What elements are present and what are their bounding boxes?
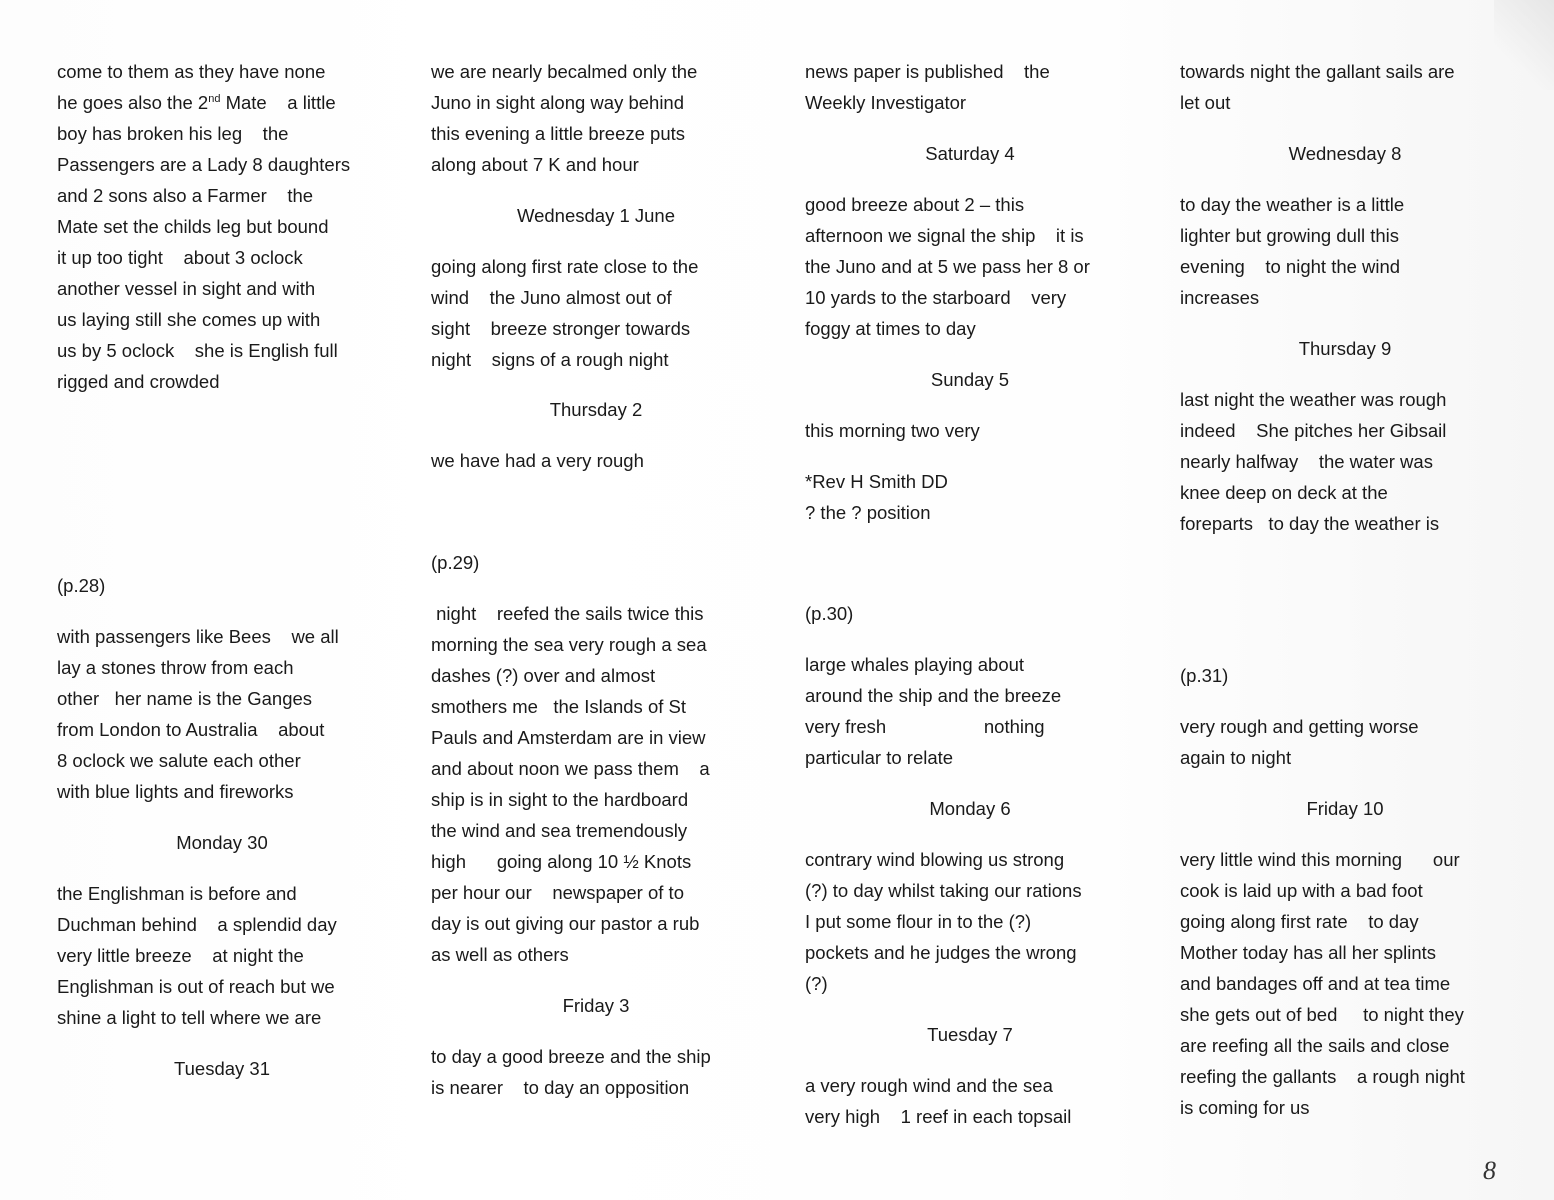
spacer [431, 425, 761, 445]
date-heading: Thursday 2 [549, 399, 643, 420]
text-line: lay a stones throw from each [57, 657, 294, 678]
spacer [431, 1021, 761, 1041]
spacer [431, 476, 761, 547]
spacer [57, 1033, 387, 1053]
text-line: as well as others [431, 944, 569, 965]
text-line: it up too tight about 3 oclock [57, 247, 303, 268]
text-fragment: Mate a little [220, 92, 336, 113]
footnote: ? the ? position [805, 502, 931, 523]
text-line: foreparts to day the weather is [1180, 513, 1440, 534]
text-line: evening to night the wind [1180, 256, 1401, 277]
text-line: ship is in sight to the hardboard [431, 789, 689, 810]
text-line: the Juno and at 5 we pass her 8 or [805, 256, 1090, 277]
text-line: pockets and he judges the wrong [805, 942, 1077, 963]
spacer [1180, 364, 1510, 384]
text-line: she gets out of bed to night they [1180, 1004, 1464, 1025]
text-line: let out [1180, 92, 1231, 113]
text-line: cook is laid up with a bad foot [1180, 880, 1423, 901]
spacer [1180, 824, 1510, 844]
spacer [805, 773, 1135, 793]
spacer [805, 169, 1135, 189]
text-line: this evening a little breeze puts [431, 123, 686, 144]
text-line: shine a light to tell where we are [57, 1007, 322, 1028]
text-line: day is out giving our pastor a rub [431, 913, 700, 934]
text-line: and bandages off and at tea time [1180, 973, 1451, 994]
text-line: and 2 sons also a Farmer the [57, 185, 314, 206]
text-line: along about 7 K and hour [431, 154, 639, 175]
spacer [805, 1050, 1135, 1070]
text-line: very high 1 reef in each topsail [805, 1106, 1072, 1127]
text-line: with passengers like Bees we all [57, 626, 339, 647]
text-line: we have had a very rough [431, 450, 644, 471]
date-heading: Saturday 4 [925, 143, 1015, 164]
spacer [431, 578, 761, 598]
column-3 [805, 56, 1135, 1132]
spacer [431, 231, 761, 251]
spacer [805, 118, 1135, 138]
text-line: Passengers are a Lady 8 daughters [57, 154, 351, 175]
text-line: again to night [1180, 747, 1292, 768]
date-heading: Monday 6 [929, 798, 1011, 819]
spacer [1180, 313, 1510, 333]
date-heading: Sunday 5 [930, 369, 1010, 390]
text-line: large whales playing about [805, 654, 1025, 675]
text-line: the wind and sea tremendously [431, 820, 688, 841]
text-line: Juno in sight along way behind [431, 92, 685, 113]
text-line: very fresh nothing [805, 716, 1045, 737]
text-line: lighter but growing dull this [1180, 225, 1400, 246]
text-line: towards night the gallant sails are [1180, 61, 1455, 82]
text-line: Weekly Investigator [805, 92, 967, 113]
column-2 [431, 56, 761, 1103]
text-line: very rough and getting worse [1180, 716, 1419, 737]
text-line: Duchman behind a splendid day [57, 914, 337, 935]
spacer [431, 180, 761, 200]
text-line: Pauls and Amsterdam are in view [431, 727, 706, 748]
spacer [805, 528, 1135, 598]
spacer [805, 824, 1135, 844]
text-line: 10 yards to the starboard very [805, 287, 1067, 308]
text-line: other her name is the Ganges [57, 688, 313, 709]
text-line: going along first rate to day [1180, 911, 1419, 932]
text-line: afternoon we signal the ship it is [805, 225, 1084, 246]
text-line: morning the sea very rough a sea [431, 634, 707, 655]
text-line: sight breeze stronger towards [431, 318, 691, 339]
text-line: news paper is published the [805, 61, 1050, 82]
text-line: smothers me the Islands of St [431, 696, 686, 717]
spacer [431, 375, 761, 394]
date-heading: Friday 3 [562, 995, 630, 1016]
text-line: last night the weather was rough [1180, 389, 1447, 410]
text-line: night signs of a rough night [431, 349, 669, 370]
text-line: to day a good breeze and the ship [431, 1046, 711, 1067]
column-1 [57, 56, 387, 1084]
spacer [805, 629, 1135, 649]
text-line: Mate set the childs leg but bound [57, 216, 329, 237]
page-reference: (p.30) [805, 603, 854, 624]
spacer [805, 395, 1135, 415]
text-line: contrary wind blowing us strong [805, 849, 1065, 870]
text-line [57, 87, 387, 118]
date-heading: Wednesday 1 June [516, 205, 676, 226]
text-line: to day the weather is a little [1180, 194, 1405, 215]
spacer [1180, 773, 1510, 793]
superscript: nd [208, 92, 221, 105]
text-line: come to them as they have none [57, 61, 326, 82]
text-line: knee deep on deck at the [1180, 482, 1388, 503]
text-line: I put some flour in to the (?) [805, 911, 1032, 932]
text-line: we are nearly becalmed only the [431, 61, 698, 82]
date-heading: Tuesday 7 [927, 1024, 1013, 1045]
spacer [1180, 691, 1510, 711]
spacer [805, 446, 1135, 466]
text-line: Mother today has all her splints [1180, 942, 1437, 963]
spacer [57, 397, 387, 570]
text-line: increases [1180, 287, 1260, 308]
text-line: very little wind this morning our [1180, 849, 1460, 870]
date-heading: Friday 10 [1306, 798, 1384, 819]
spacer [805, 999, 1135, 1019]
spacer [431, 970, 761, 990]
text-line: (?) to day whilst taking our rations [805, 880, 1082, 901]
text-line: from London to Australia about [57, 719, 325, 740]
spacer [805, 344, 1135, 364]
spacer [57, 807, 387, 827]
text-line: good breeze about 2 – this [805, 194, 1025, 215]
text-line: another vessel in sight and with [57, 278, 316, 299]
date-heading: Tuesday 31 [174, 1058, 270, 1079]
text-line: indeed She pitches her Gibsail [1180, 420, 1447, 441]
date-heading: Thursday 9 [1298, 338, 1392, 359]
text-line: is coming for us [1180, 1097, 1310, 1118]
text-line: going along first rate close to the [431, 256, 699, 277]
text-line: boy has broken his leg the [57, 123, 289, 144]
text-line: high going along 10 ½ Knots [431, 851, 692, 872]
text-line: Englishman is out of reach but we [57, 976, 335, 997]
text-line: are reefing all the sails and close [1180, 1035, 1450, 1056]
text-line: dashes (?) over and almost [431, 665, 656, 686]
text-line: is nearer to day an opposition [431, 1077, 690, 1098]
page-reference: (p.31) [1180, 665, 1229, 686]
text-line: us by 5 oclock she is English full [57, 340, 338, 361]
text-line: a very rough wind and the sea [805, 1075, 1053, 1096]
text-line: 8 oclock we salute each other [57, 750, 301, 771]
page-reference: (p.29) [431, 552, 480, 573]
text-line: us laying still she comes up with [57, 309, 321, 330]
spacer [57, 858, 387, 878]
spacer [1180, 169, 1510, 189]
text-fragment: he goes also the 2 [57, 92, 209, 113]
text-line: very little breeze at night the [57, 945, 304, 966]
spacer [57, 601, 387, 621]
spacer [1180, 118, 1510, 138]
text-line: per hour our newspaper of to [431, 882, 684, 903]
spacer [1180, 539, 1510, 660]
column-4 [1180, 56, 1510, 1123]
text-line: reefing the gallants a rough night [1180, 1066, 1465, 1087]
text-line: particular to relate [805, 747, 954, 768]
date-heading: Monday 30 [176, 832, 268, 853]
text-line: wind the Juno almost out of [431, 287, 672, 308]
text-line: this morning two very [805, 420, 980, 441]
page-reference: (p.28) [57, 575, 106, 596]
text-line: nearly halfway the water was [1180, 451, 1433, 472]
text-line: night reefed the sails twice this [431, 603, 704, 624]
text-line: and about noon we pass them a [431, 758, 710, 779]
text-line: around the ship and the breeze [805, 685, 1062, 706]
text-line: (?) [805, 973, 828, 994]
date-heading: Wednesday 8 [1288, 143, 1402, 164]
footnote: *Rev H Smith DD [805, 471, 948, 492]
text-line: rigged and crowded [57, 371, 220, 392]
page-number: 8 [1483, 1156, 1496, 1185]
text-line: foggy at times to day [805, 318, 976, 339]
text-line: the Englishman is before and [57, 883, 297, 904]
text-line: with blue lights and fireworks [57, 781, 294, 802]
